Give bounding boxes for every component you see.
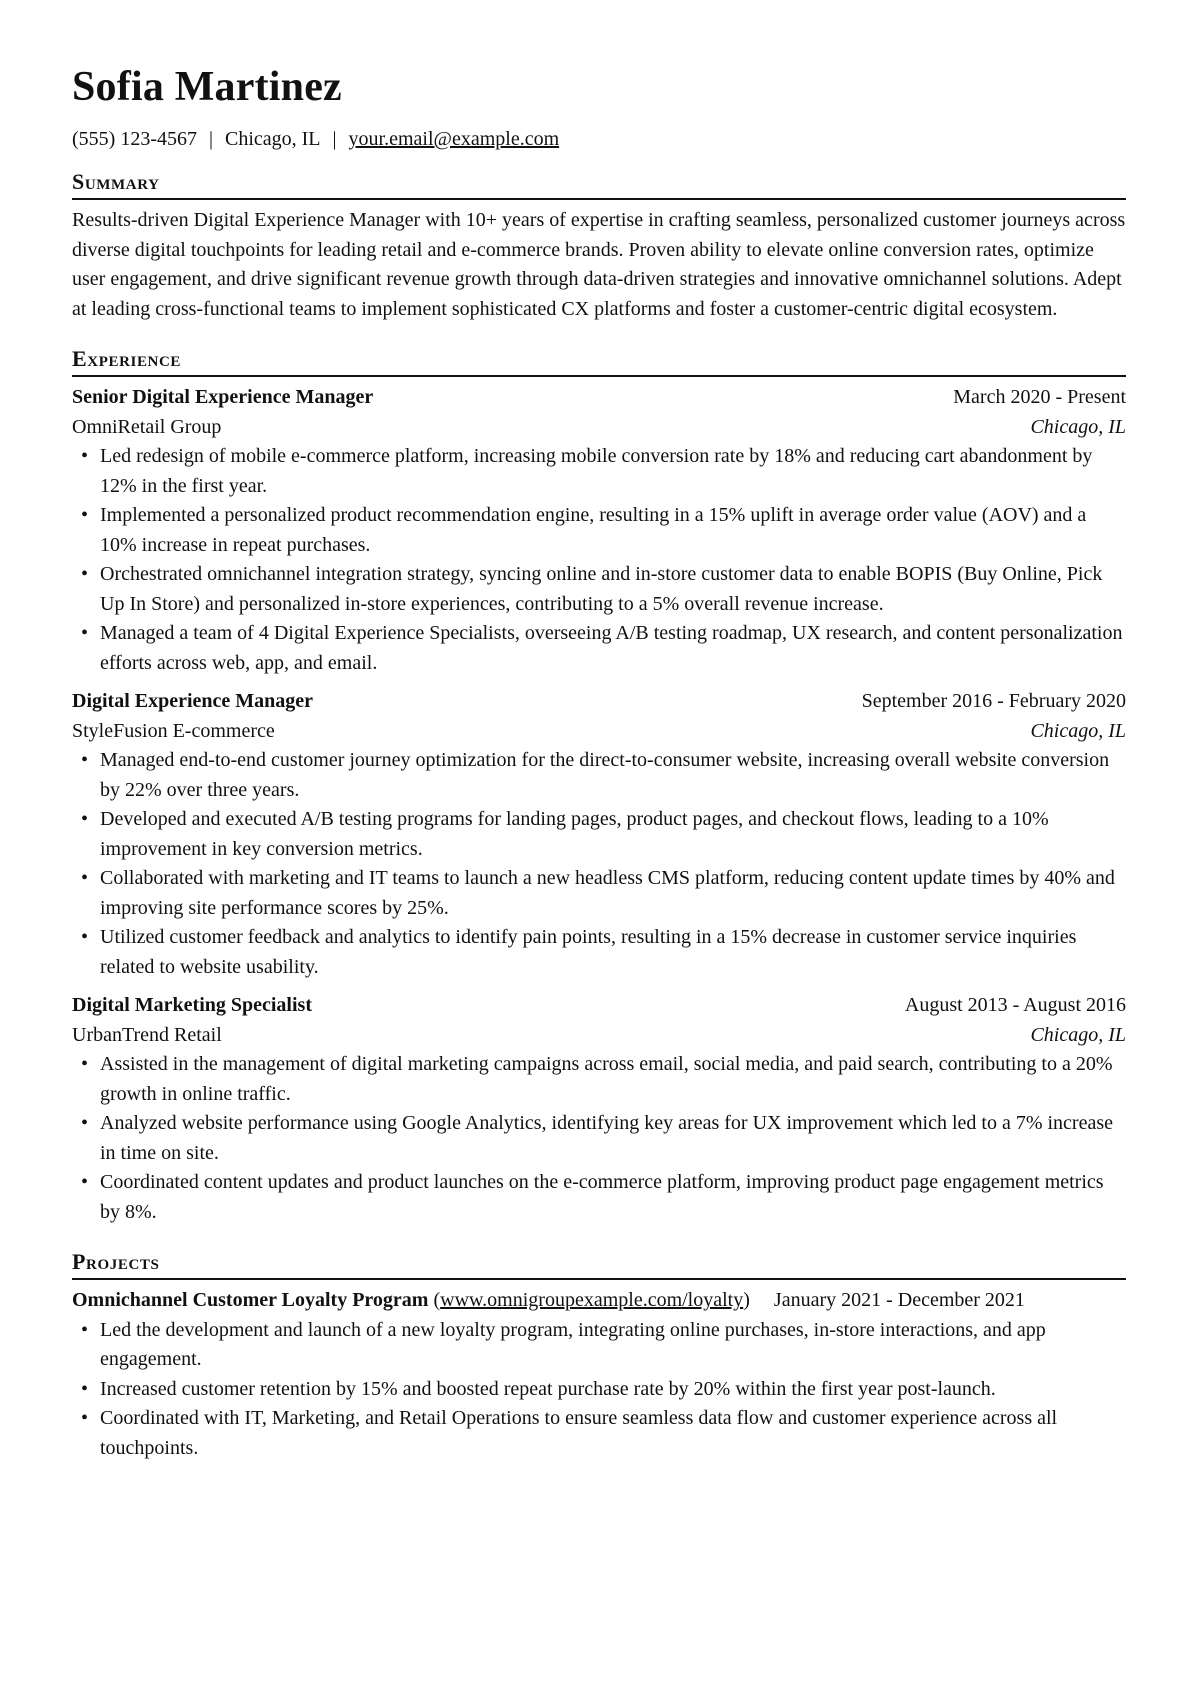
summary-text: Results-driven Digital Experience Manager with 10+ years of expertise in crafting seamless, personalized customer journeys across diverse digital touchpoints for leading retail and e-commerce brands. Proven ability to elevate online conversion rates, optimize user engagement, and drive significant revenue growth through data-driven strategies and innovative omnichannel solutions. Adept at leading cross-functional teams to implement sophisticated CX platforms and foster a customer-centric digital ecosystem.	[72, 209, 1126, 320]
bullet-text: Analyzed website performance using Google Analytics, identifying key areas for UX improvement which led to a 7% increase in time on site.	[100, 1112, 1114, 1164]
bullet-item	[72, 1375, 1126, 1405]
project-dates: January 2021 - December 2021	[773, 1289, 1025, 1311]
bullet-glyph: •	[81, 926, 89, 948]
job-company: OmniRetail Group	[72, 415, 222, 438]
job-title-row	[72, 383, 1126, 413]
contact-line	[72, 125, 1126, 153]
job-entry	[72, 383, 1126, 678]
contact-separator: |	[332, 128, 337, 150]
bullet-text: Implemented a personalized product recommendation engine, resulting in a 15% uplift in average order value (AOV) and a 10% increase in repeat purchases.	[100, 504, 1087, 556]
job-role: Senior Digital Experience Manager	[72, 386, 374, 408]
job-bullets	[72, 746, 1126, 982]
job-dates: September 2016 - February 2020	[861, 690, 1126, 712]
candidate-name: Sofia Martinez	[72, 64, 342, 110]
bullet-glyph: •	[81, 1112, 89, 1134]
job-bullets	[72, 1050, 1126, 1227]
experience-list	[72, 383, 1126, 1227]
bullet-text: Managed a team of 4 Digital Experience Specialists, overseeing A/B testing roadmap, UX research, and content personalization efforts across web, app, and email.	[100, 622, 1123, 674]
job-bullets	[72, 442, 1126, 678]
job-entry	[72, 991, 1126, 1227]
bullet-glyph: •	[81, 749, 89, 771]
bullet-glyph: •	[81, 808, 89, 830]
job-dates: August 2013 - August 2016	[904, 994, 1126, 1016]
section-title-summary: Summary	[72, 169, 1126, 200]
bullet-text: Coordinated content updates and product launches on the e-commerce platform, improving product page engagement metrics by 8%.	[100, 1171, 1104, 1223]
resume-content	[72, 58, 1126, 1463]
job-role: Digital Experience Manager	[72, 690, 314, 712]
job-title-row	[72, 991, 1126, 1021]
bullet-item	[72, 501, 1126, 560]
bullet-glyph: •	[81, 1318, 89, 1341]
bullet-glyph: •	[81, 867, 89, 889]
bullet-glyph: •	[81, 1377, 89, 1400]
contact-location: Chicago, IL	[225, 128, 321, 150]
bullet-item	[72, 442, 1126, 501]
bullet-item	[72, 805, 1126, 864]
bullet-text: Coordinated with IT, Marketing, and Retail Operations to ensure seamless data flow and customer experience across all touchpoints.	[100, 1407, 1058, 1459]
job-location: Chicago, IL	[1030, 415, 1126, 438]
bullet-text: Led redesign of mobile e-commerce platform, increasing mobile conversion rate by 18% and reducing cart abandonment by 12% in the first year.	[100, 445, 1093, 497]
job-entry	[72, 687, 1126, 982]
project-url-close-paren: )	[743, 1289, 750, 1311]
bullet-item	[72, 1109, 1126, 1168]
bullet-glyph: •	[81, 504, 89, 526]
bullet-text: Managed end-to-end customer journey optimization for the direct-to-consumer website, increasing overall website conversion by 22% over three years.	[100, 749, 1110, 801]
job-company: UrbanTrend Retail	[72, 1023, 222, 1046]
project-url-link[interactable]: www.omnigroupexample.com/loyalty	[440, 1289, 744, 1311]
contact-email-link[interactable]: your.email@example.com	[348, 128, 560, 150]
bullet-item	[72, 746, 1126, 805]
job-company: StyleFusion E-commerce	[72, 719, 275, 742]
bullet-glyph: •	[81, 563, 89, 585]
job-title-row	[72, 687, 1126, 717]
job-company-row	[72, 1021, 1126, 1051]
job-dates: March 2020 - Present	[953, 386, 1126, 408]
bullet-glyph: •	[81, 1053, 89, 1075]
section-title-experience: Experience	[72, 346, 1126, 377]
bullet-glyph: •	[81, 1171, 89, 1193]
bullet-item	[72, 923, 1126, 982]
section-title-projects: Projects	[72, 1249, 1126, 1280]
bullet-item	[72, 1050, 1126, 1109]
job-role: Digital Marketing Specialist	[72, 994, 312, 1016]
job-location: Chicago, IL	[1030, 719, 1126, 742]
project-header	[72, 1286, 1126, 1316]
projects-list	[72, 1286, 1126, 1463]
contact-separator: |	[208, 128, 213, 150]
bullet-text: Developed and executed A/B testing programs for landing pages, product pages, and checkout flows, leading to a 10% improvement in key conversion metrics.	[100, 808, 1049, 860]
bullet-item	[72, 864, 1126, 923]
job-company-row	[72, 413, 1126, 443]
bullet-glyph: •	[81, 1407, 89, 1429]
project-url-open-paren: (	[433, 1289, 441, 1311]
bullet-text: Increased customer retention by 15% and boosted repeat purchase rate by 20% within the first year post-launch.	[100, 1377, 996, 1400]
bullet-glyph: •	[81, 622, 89, 644]
bullet-text: Collaborated with marketing and IT teams to launch a new headless CMS platform, reducing content update times by 40% and improving site performance scores by 25%.	[100, 867, 1115, 919]
bullet-item	[72, 1404, 1126, 1463]
contact-phone: (555) 123-4567	[72, 128, 197, 150]
job-location: Chicago, IL	[1030, 1023, 1126, 1046]
bullet-item	[72, 560, 1126, 619]
bullet-item	[72, 1316, 1126, 1375]
project-name: Omnichannel Customer Loyalty Program	[72, 1289, 429, 1311]
bullet-text: Assisted in the management of digital marketing campaigns across email, social media, and paid search, contributing to a 20% growth in online traffic.	[100, 1053, 1113, 1105]
project-entry	[72, 1286, 1126, 1463]
bullet-text: Led the development and launch of a new loyalty program, integrating online purchases, in-store interactions, and app engagement.	[100, 1318, 1046, 1370]
bullet-item	[72, 619, 1126, 678]
bullet-glyph: •	[81, 445, 89, 467]
bullet-text: Utilized customer feedback and analytics to identify pain points, resulting in a 15% decrease in customer service inquiries related to website usability.	[100, 926, 1077, 978]
bullet-text: Orchestrated omnichannel integration strategy, syncing online and in-store customer data to enable BOPIS (Buy Online, Pick Up In Store) and personalized in-store experiences, contributing to a 5% overall revenue increase.	[100, 563, 1103, 615]
job-company-row	[72, 717, 1126, 747]
project-bullets	[72, 1316, 1126, 1464]
bullet-item	[72, 1168, 1126, 1227]
